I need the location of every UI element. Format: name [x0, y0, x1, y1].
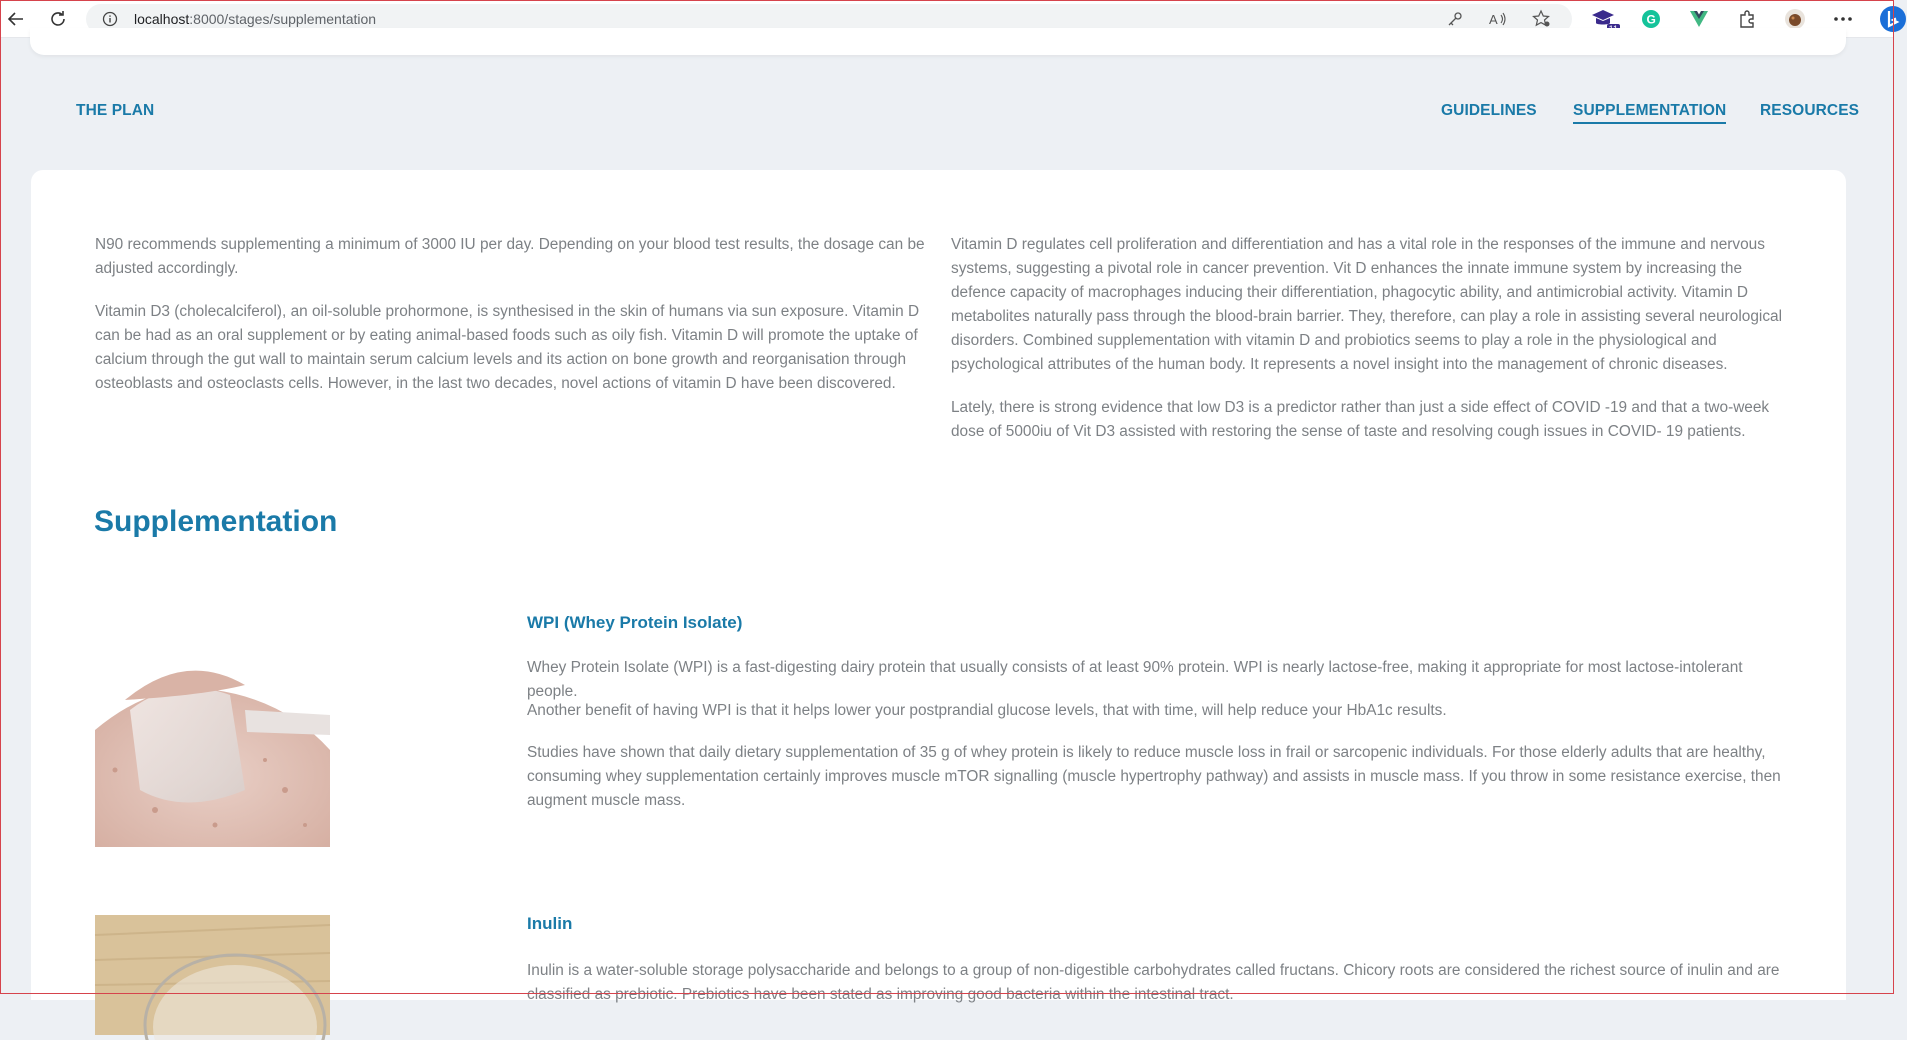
vitd-left-paragraph-1: N90 recommends supplementing a minimum of 3000 IU per day. Depending on your blood test results, the dosage can be adjusted accordingly.	[95, 236, 925, 277]
nav-link-resources[interactable]: RESOURCES	[1760, 102, 1860, 119]
back-arrow-icon	[7, 10, 25, 28]
item-title-inulin: Inulin	[527, 914, 573, 933]
vitd-right-paragraph-2: Lately, there is strong evidence that low D3 is a predictor rather than just a side effect of COVID -19 and that a two-week dose of 5000iu of Vit D3 assisted with restoring the sense of taste and resolving cough issues in COVID- 19 patients.	[951, 399, 1770, 440]
header-card	[30, 28, 1846, 55]
reload-icon	[49, 10, 67, 28]
whey-protein-image	[95, 640, 330, 847]
nav-link-guidelines[interactable]: GUIDELINES	[1441, 102, 1537, 119]
bing-copilot-icon[interactable]	[1880, 6, 1906, 32]
wpi-paragraph-3: Studies have shown that daily dietary supplementation of 35 g of whey protein is likely to reduce muscle loss in frail or sarcopenic individuals. For those elderly adults that are healthy, consuming whey supplementation certainly improves muscle mTOR signalling (muscle hypertrophy pathway) and assists in muscle mass. If you throw in some resistance exercise, then augment muscle mass.	[527, 744, 1781, 809]
url-text[interactable]: localhost:8000/stages/supplementation	[134, 11, 377, 27]
back-button[interactable]	[2, 5, 30, 33]
svg-text:G: G	[1646, 12, 1656, 27]
nav-link-the-plan[interactable]: THE PLAN	[76, 102, 155, 119]
inulin-image	[95, 915, 330, 1035]
vitd-right-paragraph-1: Vitamin D regulates cell proliferation and differentiation and has a vital role in the responses of the immune and nervous systems, suggesting a pivotal role in cancer prevention. Vit D enhances the innate immune system by increasing the defence capacity of macrophages inducing their differentiation, phagocytic ability, and antimicrobial activity. Vitamin D metabolites naturally pass through the blood-brain barrier. They, therefore, can play a role in assisting several neurological disorders. Combined supplementation with vitamin D and probiotics seems to play a role in the physiological and psychological attributes of the human body. It represents a novel insight into the management of chronic diseases.	[951, 236, 1782, 373]
nav-link-supplementation-active[interactable]: SUPPLEMENTATION	[1573, 102, 1726, 124]
wpi-paragraph-1: Whey Protein Isolate (WPI) is a fast-digesting dairy protein that usually consists of at least 90% protein. WPI is nearly lactose-free, making it appropriate for most lactose-intolerant people.	[527, 659, 1743, 700]
svg-text:A: A	[1489, 12, 1498, 27]
vitd-left-paragraph-2: Vitamin D3 (cholecalciferol), an oil-soluble prohormone, is synthesised in the skin of humans via sun exposure. Vitamin D can be had as an oral supplement or by eating animal-based foods such as oily fish. Vitamin D will promote the uptake of calcium through the gut wall to maintain serum calcium levels and its action on bone growth and reorganisation through osteoblasts and osteoclasts cells. However, in the last two decades, novel actions of vitamin D have been discovered.	[95, 303, 920, 392]
item-title-wpi: WPI (Whey Protein Isolate)	[527, 613, 743, 632]
wpi-paragraph-2: Another benefit of having WPI is that it helps lower your postprandial glucose levels, that with time, will help reduce your HbA1c results.	[527, 702, 1447, 719]
inulin-paragraph-1: Inulin is a water-soluble storage polysaccharide and belongs to a group of non-digestible carbohydrates called fructans. Chicory roots are considered the richest source of inulin and are classified as prebiotic. Prebiotics have been stated as improving good bacteria within the intestinal tract.	[527, 962, 1780, 1003]
section-heading-supplementation: Supplementation	[94, 505, 338, 538]
